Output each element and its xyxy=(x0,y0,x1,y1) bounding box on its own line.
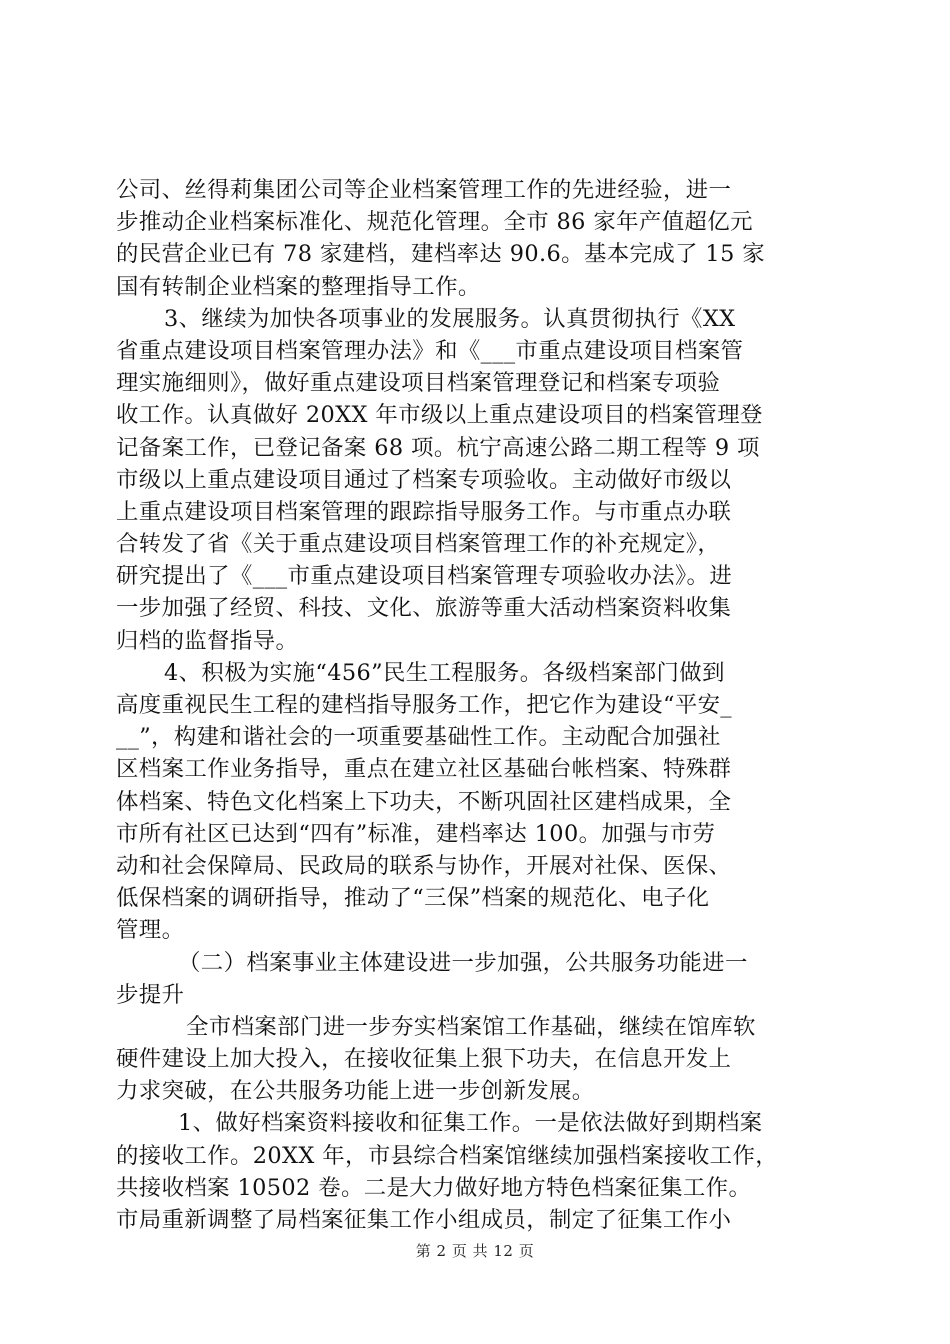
text-line: 硬件建设上加大投入，在接收征集上狠下功夫，在信息开发上 xyxy=(116,1046,732,1073)
page-number-footer: 第 2 页 共 12 页 xyxy=(415,1242,535,1260)
text-line: 共接收档案 10502 卷。二是大力做好地方特色档案征集工作。 xyxy=(116,1174,752,1201)
text-line: 收工作。认真做好 20XX 年市级以上重点建设项目的档案管理登 xyxy=(116,402,763,429)
text-line: 市局重新调整了局档案征集工作小组成员，制定了征集工作小 xyxy=(116,1207,732,1233)
text-line: __”，构建和谐社会的一项重要基础性工作。主动配合加强社 xyxy=(116,724,721,751)
section-heading-line: 步提升 xyxy=(116,981,185,1008)
text-line: 一步加强了经贸、科技、文化、旅游等重大活动档案资料收集 xyxy=(116,595,732,622)
text-line: 低保档案的调研指导，推动了“三保”档案的规范化、电子化 xyxy=(116,885,710,912)
text-line: 高度重视民生工程的建档指导服务工作，把它作为建设“平安_ xyxy=(116,692,732,718)
text-line: 体档案、特色文化档案上下功夫，不断巩固社区建档成果，全 xyxy=(116,788,732,815)
text-line: 记备案工作，已登记备案 68 项。杭宁高速公路二期工程等 9 项 xyxy=(116,434,760,461)
text-line: 理实施细则》，做好重点建设项目档案管理登记和档案专项验 xyxy=(116,370,721,397)
text-line: 的接收工作。20XX 年，市县综合档案馆继续加强档案接收工作， xyxy=(116,1142,779,1169)
paragraph-start-line: 全市档案部门进一步夯实档案馆工作基础，继续在馆库软 xyxy=(186,1013,756,1040)
text-line: 归档的监督指导。 xyxy=(116,627,299,654)
document-body xyxy=(116,174,836,1236)
text-line: 的民营企业已有 78 家建档，建档率达 90.6。基本完成了 15 家 xyxy=(116,241,766,268)
text-line: 管理。 xyxy=(116,917,185,944)
paragraph-start-line: 4、积极为实施“456”民生工程服务。各级档案部门做到 xyxy=(164,659,725,686)
text-line: 上重点建设项目档案管理的跟踪指导服务工作。与市重点办联 xyxy=(116,498,732,525)
text-line: 力求突破，在公共服务功能上进一步创新发展。 xyxy=(116,1078,595,1105)
paragraph-start-line: 1、做好档案资料接收和征集工作。一是依法做好到期档案 xyxy=(178,1110,763,1137)
text-line: 动和社会保障局、民政局的联系与协作，开展对社保、医保、 xyxy=(116,852,732,879)
text-line: 市级以上重点建设项目通过了档案专项验收。主动做好市级以 xyxy=(116,466,732,493)
paragraph-start-line: 3、继续为加快各项事业的发展服务。认真贯彻执行《XX xyxy=(164,305,736,332)
text-line: 步推动企业档案标准化、规范化管理。全市 86 家年产值超亿元 xyxy=(116,209,753,236)
text-line: 研究提出了《___市重点建设项目档案管理专项验收办法》。进 xyxy=(116,563,733,590)
text-line: 省重点建设项目档案管理办法》和《___市重点建设项目档案管 xyxy=(116,337,744,364)
text-line: 合转发了省《关于重点建设项目档案管理工作的补充规定》， xyxy=(116,531,721,558)
section-heading-line: （二）档案事业主体建设进一步加强，公共服务功能进一 xyxy=(178,949,748,976)
text-line: 区档案工作业务指导，重点在建立社区基础台帐档案、特殊群 xyxy=(116,756,732,783)
text-line: 国有转制企业档案的整理指导工作。 xyxy=(116,273,481,300)
text-line: 市所有社区已达到“四有”标准，建档率达 100。加强与市劳 xyxy=(116,820,716,847)
text-line: 公司、丝得莉集团公司等企业档案管理工作的先进经验，进一 xyxy=(116,177,732,203)
